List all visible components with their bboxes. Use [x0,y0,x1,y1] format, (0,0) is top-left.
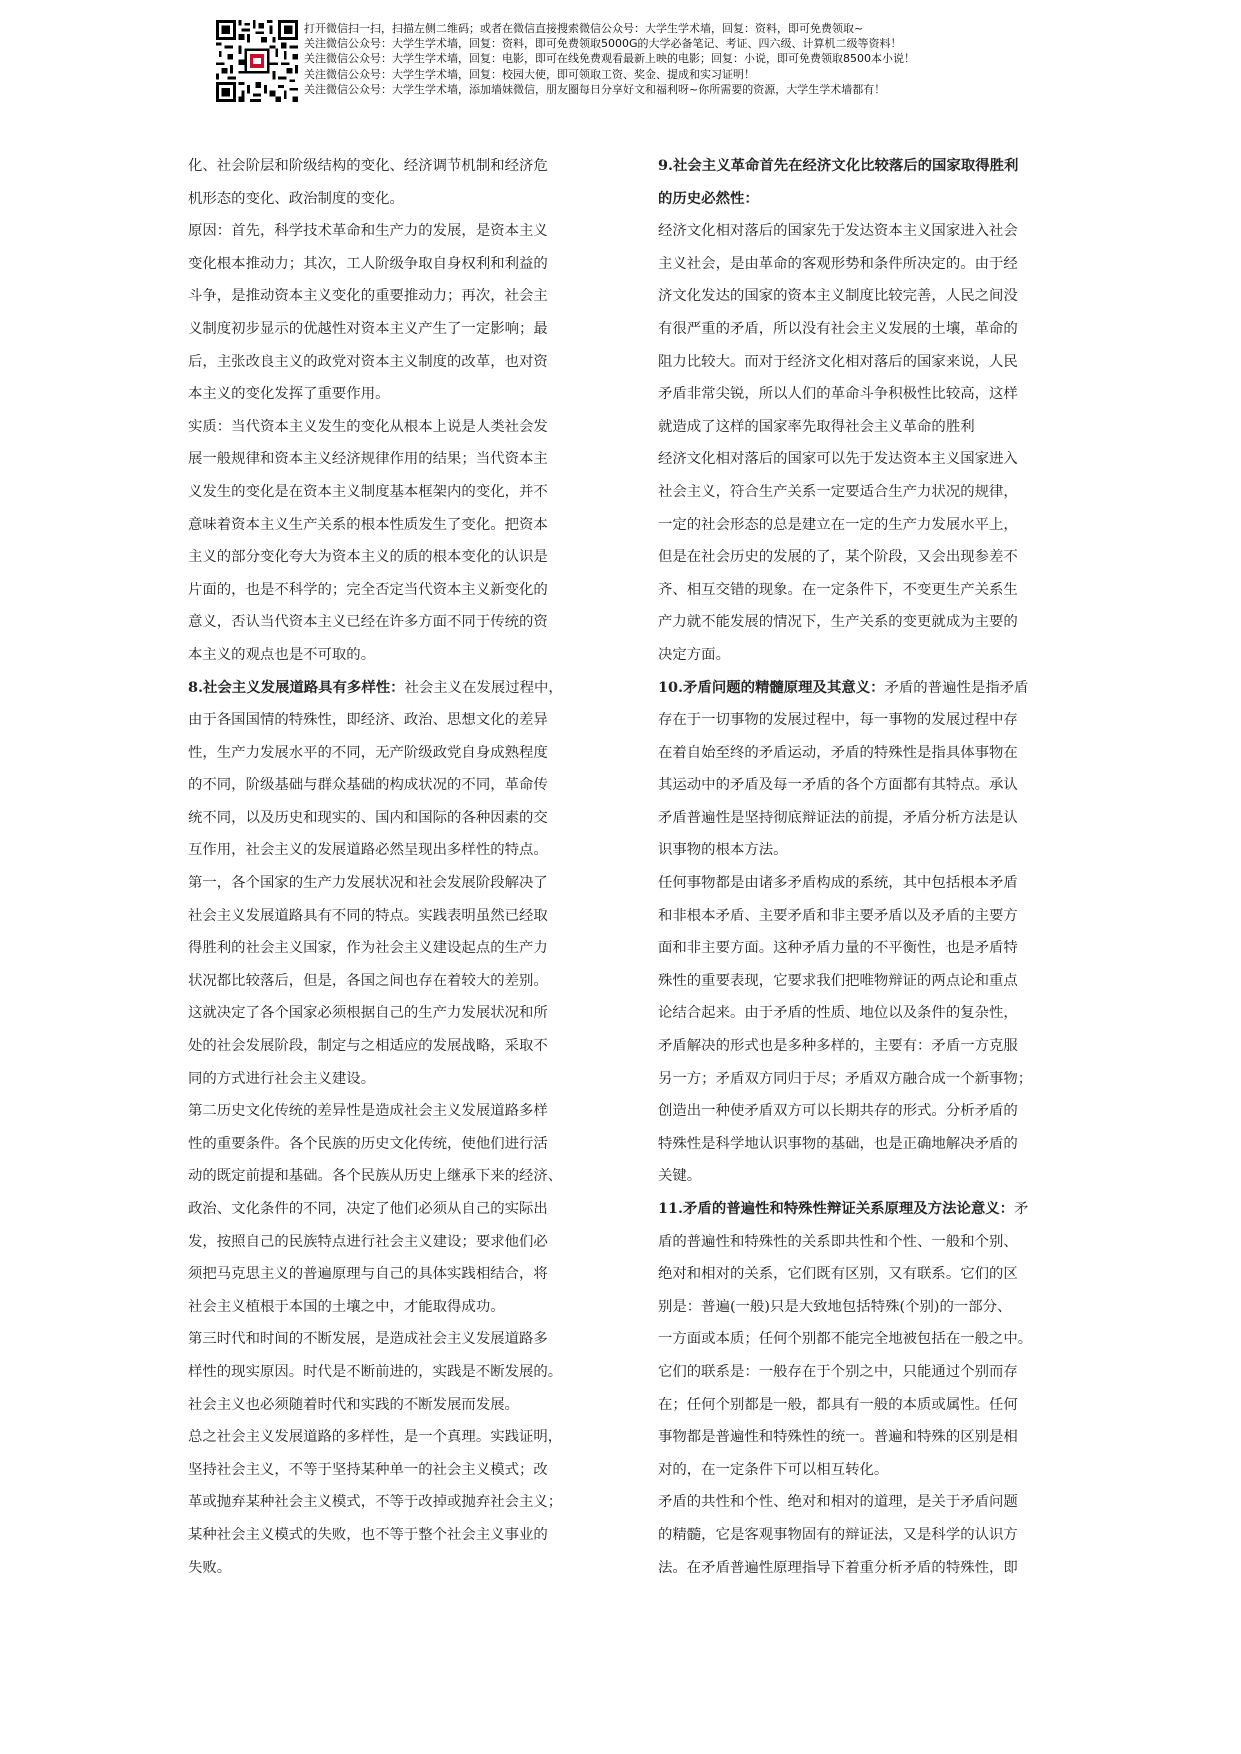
text-line [658,932,1058,965]
text-line [188,183,588,216]
text-line [188,1030,588,1063]
text-line [188,900,588,933]
line-text: 社会主义，符合生产关系一定要适合生产力状况的规律， [658,483,1018,500]
line-text: 矛 [1014,1201,1029,1217]
line-text: 斗争，是推动资本主义变化的重要推动力；再次，社会主 [188,288,548,305]
text-line [658,1160,1058,1193]
text-line [188,1128,588,1161]
left-column [188,150,588,1584]
text-line [658,574,1058,607]
line-text: 样性的现实原因。时代是不断前进的，实践是不断发展的。 [188,1363,563,1380]
line-text: 性，生产力发展水平的不同，无产阶级政党自身成熟程度 [188,744,548,761]
line-text: 识事物的根本方法。 [658,842,788,859]
text-line [188,867,588,900]
line-text: 展一般规律和资本主义经济规律作用的结果；当代资本主 [188,451,548,468]
line-text: 阻力比较大。而对于经济文化相对落后的国家来说，人民 [658,353,1018,370]
text-line [658,1486,1058,1519]
line-text: 主义社会，是由革命的客观形势和条件所决定的。由于经 [658,255,1018,272]
text-line [188,509,588,542]
text-line [188,704,588,737]
text-line [658,1389,1058,1422]
line-text: 其运动中的矛盾及每一矛盾的各个方面都有其特点。承认 [658,777,1018,794]
line-text: 关键。 [658,1168,702,1185]
line-text: 某种社会主义模式的失败，也不等于整个社会主义事业的 [188,1526,548,1543]
line-text: 革或抛弃某种社会主义模式，不等于改掉或抛弃社会主义； [188,1494,563,1511]
text-line [188,1095,588,1128]
text-line [658,215,1058,248]
text-line [658,1421,1058,1454]
line-text: 矛盾的普遍性是指矛盾 [884,679,1029,696]
text-line [658,1095,1058,1128]
promo-line: 关注微信公众号：大学生学术墙，回复：电影，即可在线免费观看最新上映的电影；回复：小说，即可免费领取8500本小说！ [304,52,915,66]
text-line [658,509,1058,542]
text-line [188,248,588,281]
text-line [658,313,1058,346]
promo-line: 关注微信公众号：大学生学术墙，回复：校园大使，即可领取工资、奖金、提成和实习证明！ [304,67,755,81]
text-line [188,1519,588,1552]
text-line [188,541,588,574]
line-text: 别是：普遍(一般)只是大致地包括特殊(个别)的一部分、 [658,1298,1012,1315]
line-text: 化、社会阶层和阶级结构的变化、经济调节机制和经济危 [188,158,548,174]
section-heading: 9.社会主义革命首先在经济文化比较落后的国家取得胜利 [658,157,1019,174]
line-text: 坚持社会主义，不等于坚持某种单一的社会主义模式；改 [188,1461,548,1478]
text-line [658,834,1058,867]
section-heading: 的历史必然性： [658,189,759,207]
line-text: 论结合起来。由于矛盾的性质、地位以及条件的复杂性， [658,1005,1018,1022]
text-line [658,1291,1058,1324]
line-text: 经济文化相对落后的国家可以先于发达资本主义国家进入 [658,451,1018,468]
line-text: 实质：当代资本主义发生的变化从根本上说是人类社会发 [188,418,548,435]
text-line [188,411,588,444]
section-heading: 11.矛盾的普遍性和特殊性辩证关系原理及方法论意义： [658,1200,1015,1217]
text-line [658,1552,1058,1585]
text-line [658,802,1058,835]
line-text: 总之社会主义发展道路的多样性，是一个真理。实践证明， [188,1429,563,1446]
line-text: 盾的普遍性和特殊性的关系即共性和个性、一般和个别、 [658,1233,1018,1250]
right-column [658,150,1058,1584]
line-text: 事物都是普遍性和特殊性的统一。普遍和特殊的区别是相 [658,1429,1018,1446]
line-text: 由于各国国情的特殊性，即经济、政治、思想文化的差异 [188,712,548,729]
line-text: 一定的社会形态的总是建立在一定的生产力发展水平上， [658,516,1018,533]
section-heading: 10.矛盾问题的精髓原理及其意义： [658,678,885,696]
text-line [658,280,1058,313]
promo-line: 打开微信扫一扫，扫描左侧二维码；或者在微信直接搜索微信公众号：大学生学术墙，回复：资料，即可免费领取~ [304,22,864,35]
text-line [658,769,1058,802]
text-line [188,1063,588,1096]
line-text: 统不同，以及历史和现实的、国内和国际的各种因素的交 [188,809,548,826]
text-line [188,834,588,867]
line-text: 存在于一切事物的发展过程中，每一事物的发展过程中存 [658,712,1018,729]
qr-code-icon[interactable] [216,20,298,102]
text-line [188,313,588,346]
text-line [188,997,588,1030]
text-line [188,1421,588,1454]
text-line [658,900,1058,933]
text-line [658,867,1058,900]
line-text: 意义，否认当代资本主义已经在许多方面不同于传统的资 [188,614,548,631]
text-line [658,997,1058,1030]
line-text: 义制度初步显示的优越性对资本主义产生了一定影响；最 [188,320,548,337]
text-line [188,737,588,770]
line-text: 状况都比较落后，但是，各国之间也存在着较大的差别。 [188,972,548,989]
text-line [658,1258,1058,1291]
text-line [658,1128,1058,1161]
line-text: 和非根本矛盾、主要矛盾和非主要矛盾以及矛盾的主要方 [658,907,1018,924]
text-line [658,1226,1058,1259]
text-line [188,672,588,705]
line-text: 本主义的变化发挥了重要作用。 [188,386,390,403]
line-text: 面和非主要方面。这种矛盾力量的不平衡性，也是矛盾特 [658,940,1018,957]
line-text: 有很严重的矛盾，所以没有社会主义发展的土壤，革命的 [658,320,1018,337]
line-text: 第一，各个国家的生产力发展状况和社会发展阶段解决了 [188,875,548,892]
text-line [188,802,588,835]
text-line [188,378,588,411]
line-text: 社会主义也必须随着时代和实践的不断发展而发展。 [188,1396,519,1413]
line-text: 济文化发达的国家的资本主义制度比较完善，人民之间没 [658,288,1018,305]
text-line [658,1030,1058,1063]
line-text: 主义的部分变化夸大为资本主义的质的根本变化的认识是 [188,549,548,566]
text-line [658,639,1058,672]
line-text: 矛盾非常尖锐，所以人们的革命斗争积极性比较高，这样 [658,386,1018,403]
text-line [188,280,588,313]
text-line [658,476,1058,509]
line-text: 发，按照自己的民族特点进行社会主义建设；要求他们必 [188,1233,548,1250]
text-line [658,411,1058,444]
text-line [188,639,588,672]
line-text: 同的方式进行社会主义建设。 [188,1070,376,1087]
text-line [658,737,1058,770]
line-text: 机形态的变化、政治制度的变化。 [188,190,404,207]
line-text: 决定方面。 [658,646,730,663]
line-text: 它们的联系是：一般存在于个别之中，只能通过个别而存 [658,1363,1018,1380]
text-line [188,606,588,639]
text-line [188,346,588,379]
line-text: 互作用，社会主义的发展道路必然呈现出多样性的特点。 [188,842,548,859]
line-text: 社会主义植根于本国的土壤之中，才能取得成功。 [188,1298,505,1315]
text-line [188,1258,588,1291]
text-line [658,248,1058,281]
line-text: 特殊性是科学地认识事物的基础，也是正确地解决矛盾的 [658,1135,1018,1152]
line-text: 社会主义发展道路具有不同的特点。实践表明虽然已经取 [188,907,548,924]
line-text: 变化根本推动力；其次，工人阶级争取自身权利和利益的 [188,255,548,272]
line-text: 片面的，也是不科学的；完全否定当代资本主义新变化的 [188,581,548,598]
line-text: 原因：首先，科学技术革命和生产力的发展，是资本主义 [188,223,548,240]
text-line [188,1291,588,1324]
text-line [658,1454,1058,1487]
line-text: 处的社会发展阶段，制定与之相适应的发展战略，采取不 [188,1038,548,1055]
text-line [658,378,1058,411]
line-text: 失败。 [188,1559,232,1576]
promo-line: 关注微信公众号：大学生学术墙，回复：资料，即可免费领取5000G的大学必备笔记、考证、四六级、计算机二级等资料！ [304,37,902,51]
text-line [188,1356,588,1389]
text-line [188,769,588,802]
line-text: 经济文化相对落后的国家先于发达资本主义国家进入社会 [658,223,1018,240]
line-text: 创造出一种使矛盾双方可以长期共存的形式。分析矛盾的 [658,1103,1018,1120]
text-line [188,1454,588,1487]
line-text: 在；任何个别都是一般，都具有一般的本质或属性。任何 [658,1396,1018,1413]
line-text: 在着自始至终的矛盾运动，矛盾的特殊性是指具体事物在 [658,744,1018,761]
text-line [188,215,588,248]
text-line [188,1389,588,1422]
text-line [658,965,1058,998]
line-text: 第二历史文化传统的差异性是造成社会主义发展道路多样 [188,1103,548,1120]
text-line [658,443,1058,476]
line-text: 社会主义在发展过程中， [404,679,563,696]
line-text: 矛盾的共性和个性、绝对和相对的道理，是关于矛盾问题 [658,1494,1018,1511]
line-text: 任何事物都是由诸多矛盾构成的系统，其中包括根本矛盾 [658,875,1018,892]
text-line [188,932,588,965]
text-line [188,1226,588,1259]
text-line [658,1519,1058,1552]
line-text: 这就决定了各个国家必须根据自己的生产力发展状况和所 [188,1005,548,1022]
text-line [658,1063,1058,1096]
line-text: 绝对和相对的关系，它们既有区别，又有联系。它们的区 [658,1266,1018,1283]
text-line [658,606,1058,639]
promo-line: 关注微信公众号：大学生学术墙，添加墙妹微信，朋友圈每日分享好文和福利呀~你所需要的资源，大学生学术墙都有！ [304,82,886,96]
text-line [658,672,1058,705]
line-text: 义发生的变化是在资本主义制度基本框架内的变化，并不 [188,483,548,500]
text-line [658,1356,1058,1389]
line-text: 动的既定前提和基础。各个民族从历史上继承下来的经济、 [188,1168,563,1185]
text-line [188,1193,588,1226]
text-line [188,1160,588,1193]
text-line [658,704,1058,737]
line-text: 意味着资本主义生产关系的根本性质发生了变化。把资本 [188,516,548,533]
line-text: 另一方；矛盾双方同归于尽；矛盾双方融合成一个新事物； [658,1070,1033,1087]
line-text: 须把马克思主义的普遍原理与自己的具体实践相结合，将 [188,1266,548,1283]
line-text: 性的重要条件。各个民族的历史文化传统，使他们进行活 [188,1135,548,1152]
text-line [188,476,588,509]
text-line [658,541,1058,574]
line-text: 但是在社会历史的发展的了，某个阶段，又会出现参差不 [658,549,1018,566]
text-line [658,183,1058,216]
text-line [188,1552,588,1585]
line-text: 对的，在一定条件下可以相互转化。 [658,1461,889,1478]
text-line [188,1323,588,1356]
text-line [188,574,588,607]
promo-text-block [304,21,1064,97]
text-line [658,1193,1058,1226]
text-line [658,150,1058,183]
line-text: 第三时代和时间的不断发展，是造成社会主义发展道路多 [188,1331,548,1348]
line-text: 矛盾普遍性是坚持彻底辩证法的前提，矛盾分析方法是认 [658,809,1018,826]
line-text: 本主义的观点也是不可取的。 [188,646,376,663]
line-text: 法。在矛盾普遍性原理指导下着重分析矛盾的特殊性，即 [658,1559,1018,1576]
text-line [658,1323,1058,1356]
section-heading: 8.社会主义发展道路具有多样性： [188,678,405,696]
promo-header [216,18,1036,104]
line-text: 矛盾解决的形式也是多种多样的，主要有：矛盾一方克服 [658,1038,1018,1055]
line-text: 齐、相互交错的现象。在一定条件下，不变更生产关系生 [658,581,1018,598]
line-text: 殊性的重要表现，它要求我们把唯物辩证的两点论和重点 [658,972,1018,989]
text-line [188,443,588,476]
text-line [188,150,588,183]
text-line [188,1486,588,1519]
line-text: 产力就不能发展的情况下，生产关系的变更就成为主要的 [658,614,1018,631]
line-text: 的精髓，它是客观事物固有的辩证法，又是科学的认识方 [658,1526,1018,1543]
line-text: 政治、文化条件的不同，决定了他们必须从自己的实际出 [188,1201,548,1217]
line-text: 得胜利的社会主义国家，作为社会主义建设起点的生产力 [188,940,548,957]
text-line [658,346,1058,379]
line-text: 一方面或本质；任何个别都不能完全地被包括在一般之中。 [658,1331,1033,1348]
line-text: 就造成了这样的国家率先取得社会主义革命的胜利 [658,418,975,435]
line-text: 的不同，阶级基础与群众基础的构成状况的不同，革命传 [188,777,548,794]
line-text: 后，主张改良主义的政党对资本主义制度的改革，也对资 [188,353,548,370]
text-line [188,965,588,998]
